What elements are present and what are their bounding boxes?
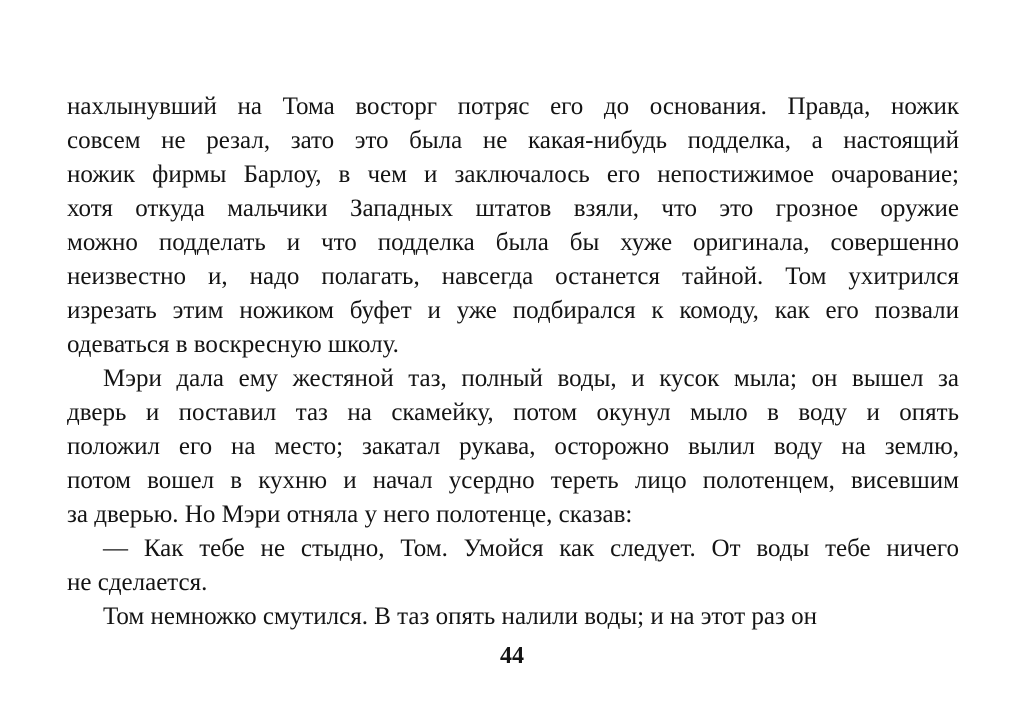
paragraph-2 — [67, 362, 959, 532]
text-line: неизвестно и, надо полагать, навсегда останется тайной. Том ухитрился — [67, 263, 959, 290]
text-line: Мэри дала ему жестяной таз, полный воды, и кусок мыла; он вышел за — [103, 365, 959, 392]
text-line: изрезать этим ножиком буфет и уже подбирался к комоду, как его позвали — [67, 297, 959, 324]
text-line: одеваться в воскресную школу. — [67, 331, 399, 358]
text-line: за дверью. Но Мэри отняла у него полотенце, сказав: — [67, 501, 633, 528]
text-line: дверь и поставил таз на скамейку, потом окунул мыло в воду и опять — [67, 399, 959, 426]
text-line: потом вошел в кухню и начал усердно тереть лицо полотенцем, висевшим — [67, 467, 959, 494]
text-line: Том немножко смутился. В таз опять налили воды; и на этот раз он — [103, 603, 817, 630]
text-line: совсем не резал, зато это была не какая-нибудь подделка, а настоящий — [67, 127, 959, 154]
text-line: ножик фирмы Барлоу, в чем и заключалось его непостижимое очарование; — [67, 161, 959, 188]
paragraph-1 — [67, 90, 959, 362]
paragraph-3 — [67, 532, 959, 600]
text-line: хотя откуда мальчики Западных штатов взяли, что это грозное оружие — [67, 195, 959, 222]
text-line: — Как тебе не стыдно, Том. Умойся как следует. От воды тебе ничего — [103, 535, 959, 562]
text-line: не сделается. — [67, 569, 208, 596]
text-line: можно подделать и что подделка была бы хуже оригинала, совершенно — [67, 229, 959, 256]
text-line: нахлынувший на Тома восторг потряс его до основания. Правда, ножик — [67, 93, 959, 120]
body-text — [67, 90, 959, 634]
page-number: 44 — [500, 643, 524, 669]
text-line: положил его на место; закатал рукава, осторожно вылил воду на землю, — [67, 433, 959, 460]
paragraph-4 — [67, 600, 959, 634]
